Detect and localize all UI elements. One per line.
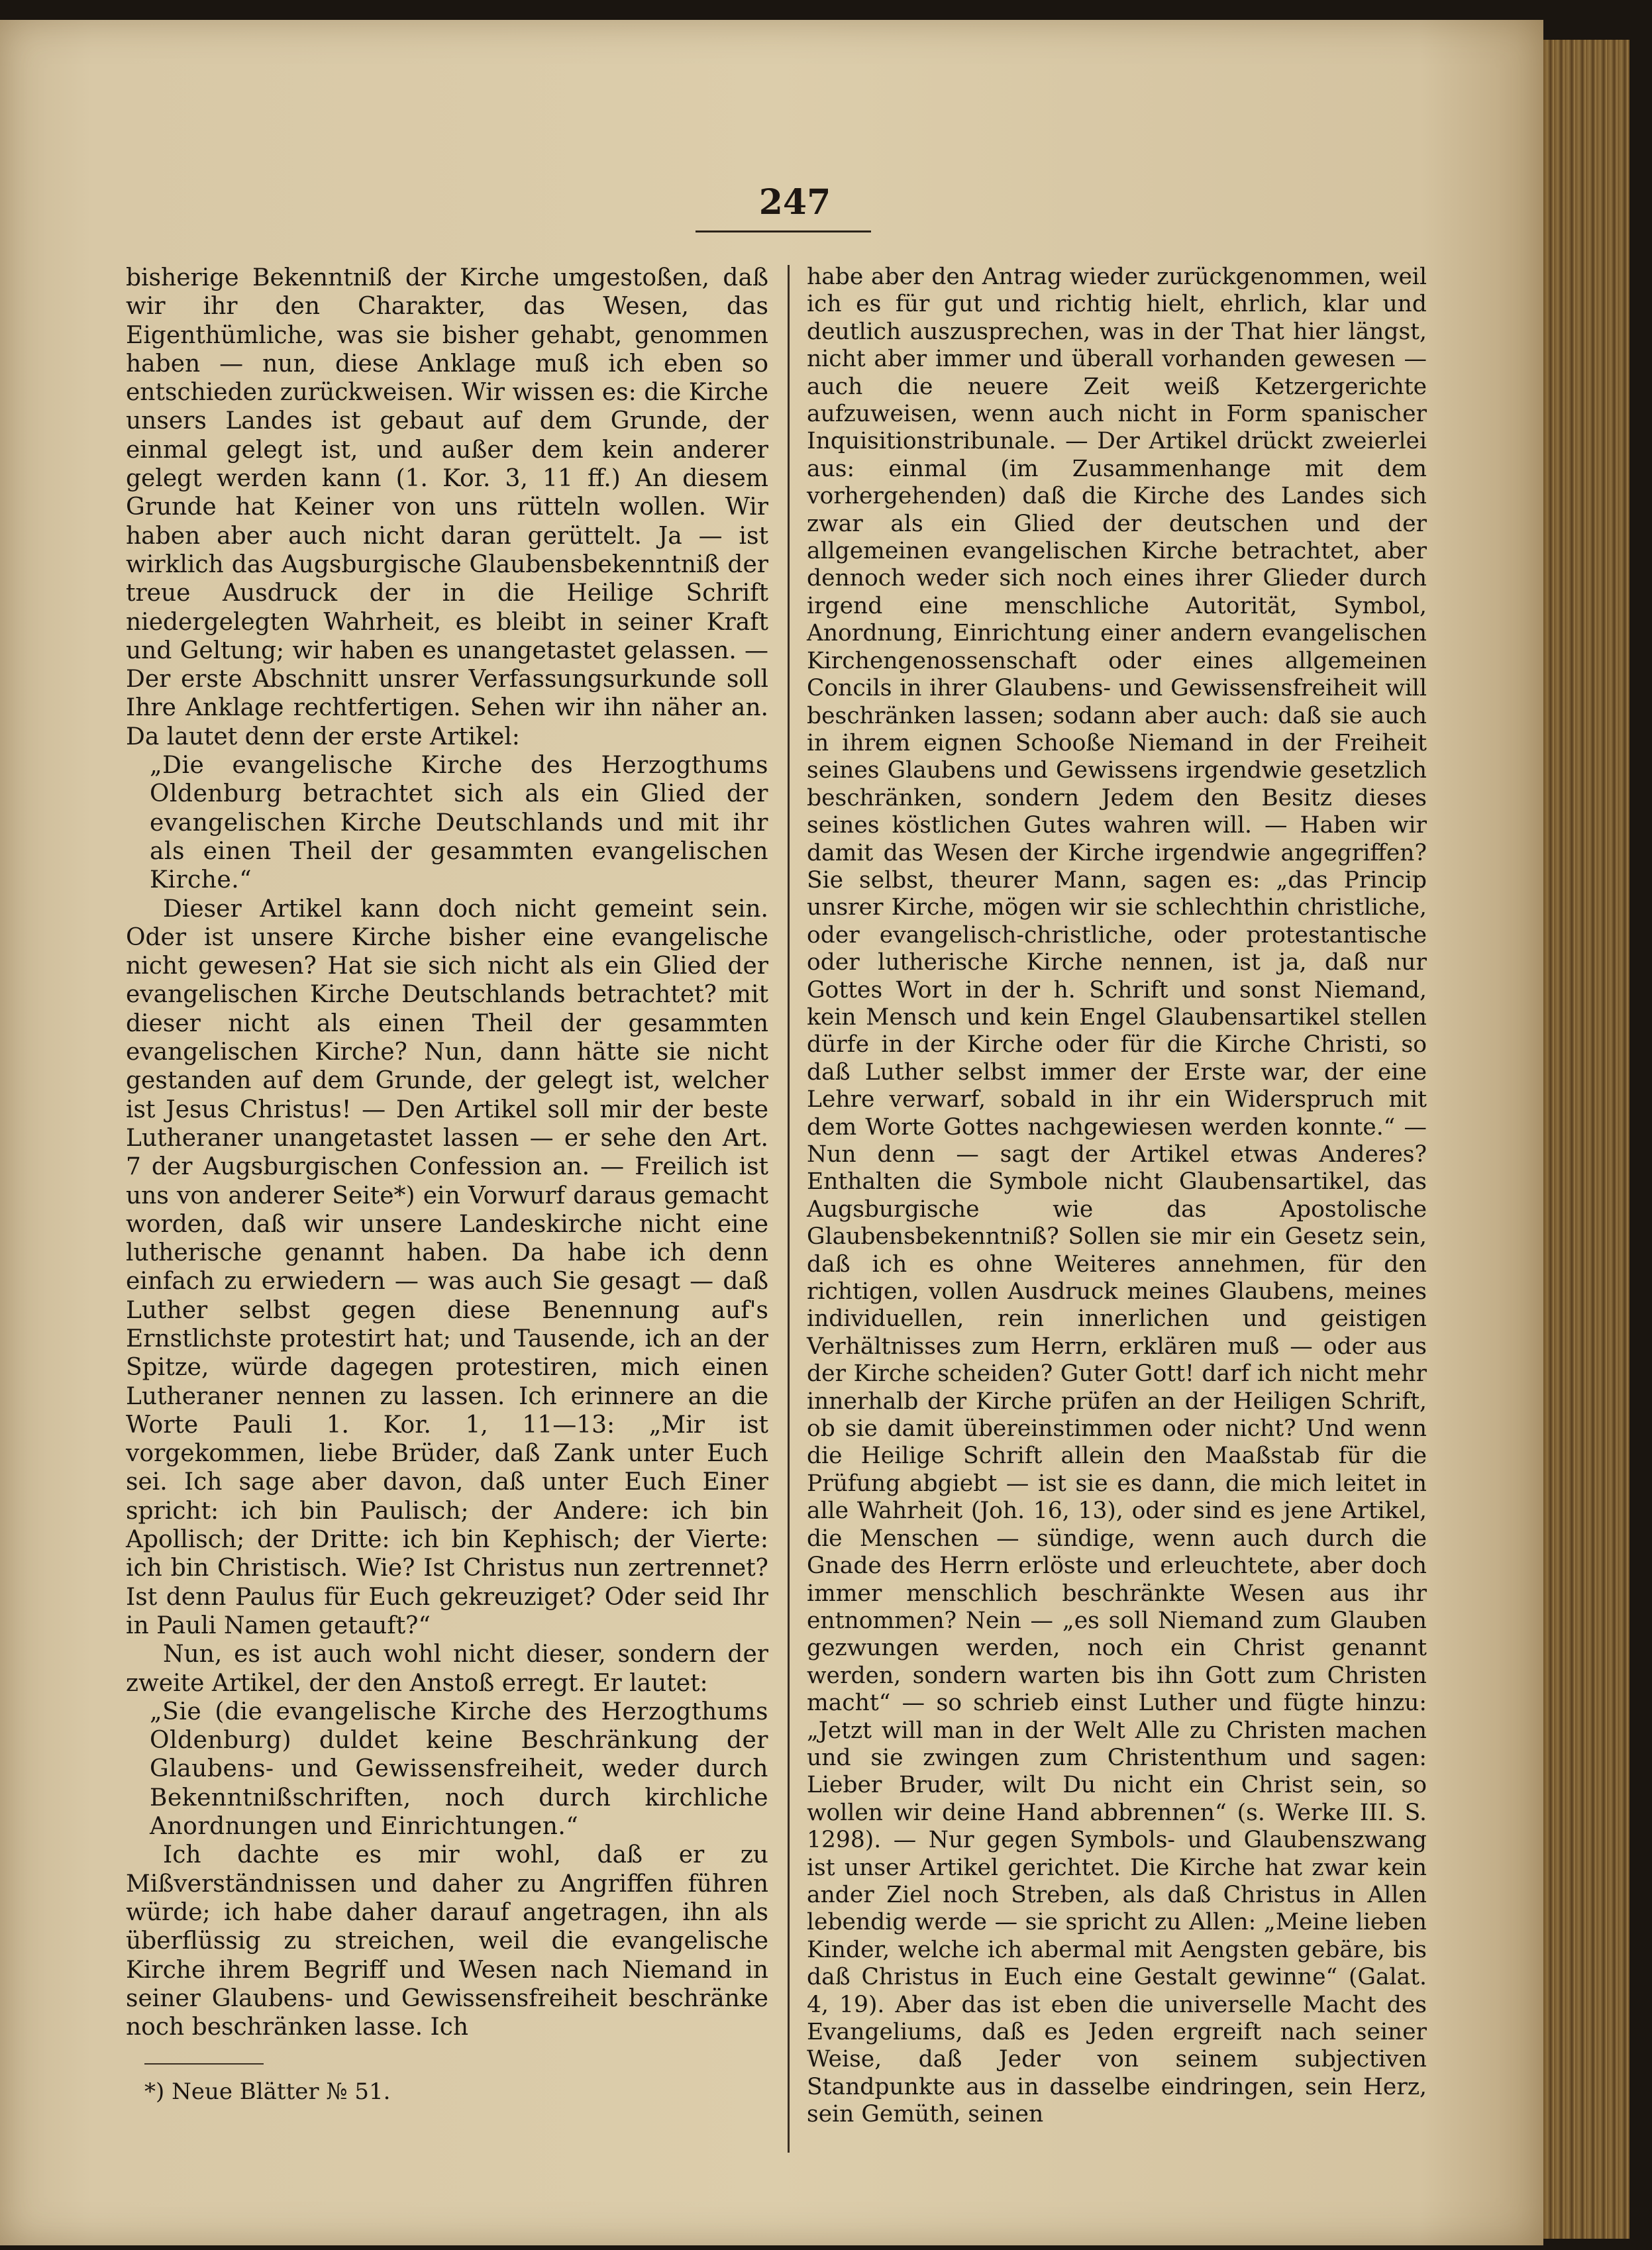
left-quote-article-2: „Sie (die evangelische Kirche des Herzogthums Oldenburg) duldet keine Beschränkung der Glaubens- und Gewissensfreiheit, weder durch Bekenntnißschriften, noch durch kirchliche Anordnungen und Einrichtungen.“ — [150, 1698, 768, 1841]
left-paragraph-4: Ich dachte es mir wohl, daß er zu Mißverständnissen und daher zu Angriffen führen würde; ich habe daher darauf angetragen, ihn als überflüssig zu streichen, weil die evangelische Kirche ihrem Begriff und Wesen nach Niemand in seiner Glaubens- und Gewissensfreiheit beschränke noch beschränken lasse. Ich — [126, 1841, 768, 2041]
left-column — [126, 264, 768, 2041]
page-edges — [1543, 40, 1629, 2239]
left-paragraph-3: Nun, es ist auch wohl nicht dieser, sondern der zweite Artikel, der den Anstoß erregt. Er lautet: — [126, 1641, 768, 1697]
page-number: 247 — [758, 182, 831, 223]
footnote: *) Neue Blätter № 51. — [144, 2078, 391, 2105]
footnote-rule — [144, 2063, 264, 2065]
right-paragraph-1: habe aber den Antrag wieder zurückgenommen, weil ich es für gut und richtig hielt, ehrlich, klar und deutlich auszusprechen, was in der That hier längst, nicht aber immer und überall vorhanden gewesen — auch die neuere Zeit weiß Ketzergerichte aufzuweisen, wenn auch nicht in Form spanischer Inquisitionstribunale. — Der Artikel drückt zweierlei aus: einmal (im Zusammenhange mit dem vorhergehenden) daß die Kirche des Landes sich zwar als ein Glied der deutschen und der allgemeinen evangelischen Kirche betrachtet, aber dennoch weder sich noch eines ihrer Glieder durch irgend eine menschliche Autorität, Symbol, Anordnung, Einrichtung einer andern evangelischen Kirchengenossenschaft oder eines allgemeinen Concils in ihrer Glaubens- und Gewissensfreiheit will beschränken lassen; sodann aber auch: daß sie auch in ihrem eignen Schooße Niemand in der Freiheit seines Glaubens und Gewissens irgendwie gesetzlich beschränken, sondern Jedem den Besitz dieses seines köstlichen Gutes wahren will. — Haben wir damit das Wesen der Kirche irgendwie angegriffen? Sie selbst, theurer Mann, sagen es: „das Princip unsrer Kirche, mögen wir sie schlechthin christliche, oder evangelisch-christliche, oder protestantische oder lutherische Kirche nennen, ist ja, daß nur Gottes Wort in der h. Schrift und sonst Niemand, kein Mensch und kein Engel Glaubensartikel stellen dürfe in der Kirche oder für die Kirche Christi, so daß Luther selbst immer der Erste war, der eine Lehre verwarf, sobald in ihr ein Widerspruch mit dem Worte Gottes nachgewiesen werden konnte.“ — Nun denn — sagt der Artikel etwas Anderes? Enthalten die Symbole nicht Glaubensartikel, das Augsburgische wie das Apostolische Glaubensbekenntniß? Sollen sie mir ein Gesetz sein, daß ich es ohne Weiteres annehmen, für den richtigen, vollen Ausdruck meines Glaubens, meines individuellen, rein innerlichen und geistigen Verhältnisses zum Herrn, erklären muß — oder aus der Kirche scheiden? Guter Gott! darf ich nicht mehr innerhalb der Kirche prüfen an der Heiligen Schrift, ob sie damit übereinstimmen oder nicht? Und wenn die Heilige Schrift allein den Maaßstab für die Prüfung abgiebt — ist sie es dann, die mich leitet in alle Wahrheit (Joh. 16, 13), oder sind es jene Artikel, die Menschen — sündige, wenn auch durch die Gnade des Herrn erlöste und erleuchtete, aber doch immer menschlich beschränkte Wesen aus ihr entnommen? Nein — „es soll Niemand zum Glauben gezwungen werden, noch ein Christ genannt werden, sondern warten bis ihn Gott zum Christen macht“ — so schrieb einst Luther und fügte hinzu: „Jetzt will man in der Welt Alle zu Christen machen und sie zwingen zum Christenthum und sagen: Lieber Bruder, wilt Du nicht ein Christ sein, so wollen wir deine Hand abbrennen“ (s. Werke III. S. 1298). — Nur gegen Symbols- und Glaubenszwang ist unser Artikel gerichtet. Die Kirche hat zwar kein ander Ziel noch Streben, als daß Christus in Allen lebendig werde — sie spricht zu Allen: „Meine lieben Kinder, welche ich abermal mit Aengsten gebäre, bis daß Christus in Euch eine Gestalt gewinne“ (Galat. 4, 19). Aber das ist eben die universelle Macht des Evangeliums, daß es Jeden ergreift nach seiner Weise, daß Jeder von seinem subjectiven Standpunkte aus in dasselbe eindringen, sein Herz, sein Gemüth, seinen — [807, 264, 1427, 2128]
column-divider — [788, 265, 790, 2153]
left-paragraph-1: bisherige Bekenntniß der Kirche umgestoßen, daß wir ihr den Charakter, das Wesen, das Eigenthümliche, was sie bisher gehabt, genommen haben — nun, diese Anklage muß ich eben so entschieden zurückweisen. Wir wissen es: die Kirche unsers Landes ist gebaut auf dem Grunde, der einmal gelegt ist, und außer dem kein anderer gelegt werden kann (1. Kor. 3, 11 ff.) An diesem Grunde hat Keiner von uns rütteln wollen. Wir haben aber auch nicht daran gerüttelt. Ja — ist wirklich das Augsburgische Glaubensbekenntniß der treue Ausdruck der in die Heilige Schrift niedergelegten Wahrheit, es bleibt in seiner Kraft und Geltung; wir haben es unangetastet gelassen. — Der erste Abschnitt unsrer Verfassungsurkunde soll Ihre Anklage rechtfertigen. Sehen wir ihn näher an. Da lautet denn der erste Artikel: — [126, 264, 768, 750]
right-column — [807, 264, 1427, 2129]
header-rule — [696, 230, 871, 232]
left-paragraph-2: Dieser Artikel kann doch nicht gemeint sein. Oder ist unsere Kirche bisher eine evangelische nicht gewesen? Hat sie sich nicht als ein Glied der evangelischen Kirche Deutschlands betrachtet? mit dieser nicht als einen Theil der gesammten evangelischen Kirche? Nun, dann hätte sie nicht gestanden auf dem Grunde, der gelegt ist, welcher ist Jesus Christus! — Den Artikel soll mir der beste Lutheraner unangetastet lassen — er sehe den Art. 7 der Augsburgischen Confession an. — Freilich ist uns von anderer Seite*) ein Vorwurf daraus gemacht worden, daß wir unsere Landeskirche nicht eine lutherische genannt haben. Da habe ich denn einfach zu erwiedern — was auch Sie gesagt — daß Luther selbst gegen diese Benennung auf's Ernstlichste protestirt hat; und Tausende, ich an der Spitze, würde dagegen protestiren, mich einen Lutheraner nennen zu lassen. Ich erinnere an die Worte Pauli 1. Kor. 1, 11—13: „Mir ist vorgekommen, liebe Brüder, daß Zank unter Euch sei. Ich sage aber davon, daß unter Euch Einer spricht: ich bin Paulisch; der Andere: ich bin Apollisch; der Dritte: ich bin Kephisch; der Vierte: ich bin Christisch. Wie? Ist Christus nun zertrennet? Ist denn Paulus für Euch gekreuziget? Oder seid Ihr in Pauli Namen getauft?“ — [126, 895, 768, 1639]
left-quote-article-1: „Die evangelische Kirche des Herzogthums Oldenburg betrachtet sich als ein Glied der evangelischen Kirche Deutschlands und mit ihr als einen Theil der gesammten evangelischen Kirche.“ — [150, 752, 768, 894]
